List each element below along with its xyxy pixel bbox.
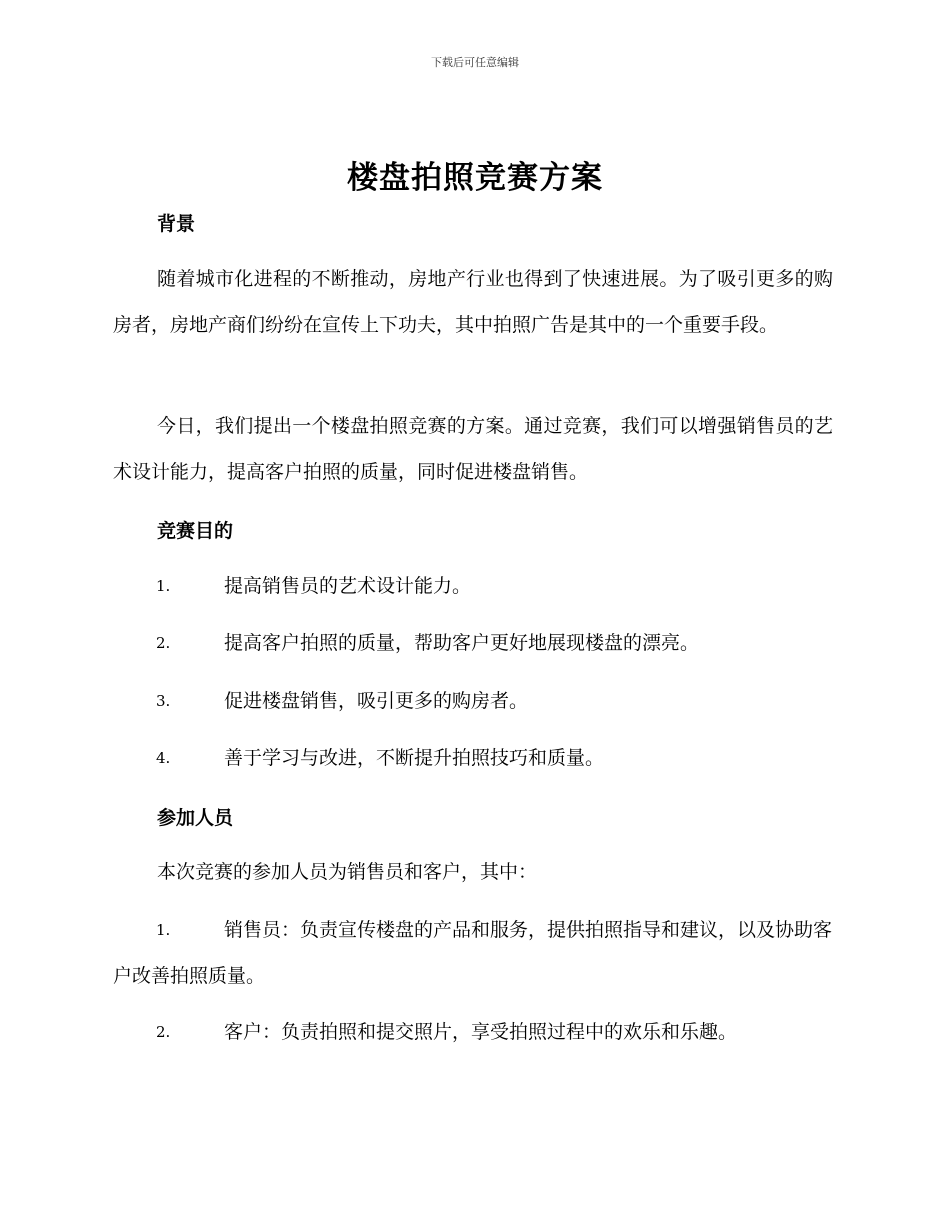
background-paragraph-1: 随着城市化进程的不断推动，房地产行业也得到了快速进展。为了吸引更多的购房者，房地产商们纷纷在宣传上下功夫，其中拍照广告是其中的一个重要手段。 (113, 268, 833, 336)
list-text: 提高销售员的艺术设计能力。 (224, 575, 472, 597)
list-text: 促进楼盘销售，吸引更多的购房者。 (224, 690, 529, 712)
purpose-list-item (113, 735, 833, 781)
list-number: 4. (156, 749, 171, 767)
header-note: 下载后可任意编辑 (431, 56, 519, 69)
participants-list-item (113, 907, 833, 999)
background-paragraph-2: 今日，我们提出一个楼盘拍照竞赛的方案。通过竞赛，我们可以增强销售员的艺术设计能力，提高客户拍照的质量，同时促进楼盘销售。 (113, 415, 833, 483)
list-text: 提高客户拍照的质量，帮助客户更好地展现楼盘的漂亮。 (224, 632, 700, 654)
list-number: 2. (156, 634, 171, 652)
list-text: 销售员：负责宣传楼盘的产品和服务，提供拍照指导和建议，以及协助客户改善拍照质量。 (113, 919, 833, 987)
participants-list-item (113, 1009, 833, 1055)
participants-intro: 本次竞赛的参加人员为销售员和客户，其中： (157, 861, 538, 883)
list-number: 1. (156, 577, 171, 595)
list-number: 3. (156, 692, 171, 710)
list-text: 客户：负责拍照和提交照片，享受拍照过程中的欢乐和乐趣。 (224, 1021, 738, 1043)
list-number: 2. (156, 1023, 171, 1041)
purpose-list-item (113, 678, 833, 724)
purpose-list-item (113, 620, 833, 666)
list-text: 善于学习与改进，不断提升拍照技巧和质量。 (224, 747, 605, 769)
section-heading-purpose: 竞赛目的 (157, 520, 234, 542)
section-heading-participants: 参加人员 (157, 807, 234, 829)
purpose-list-item (113, 563, 833, 609)
list-number: 1. (156, 921, 171, 939)
document-title: 楼盘拍照竞赛方案 (347, 160, 603, 196)
section-heading-background: 背景 (157, 213, 196, 235)
